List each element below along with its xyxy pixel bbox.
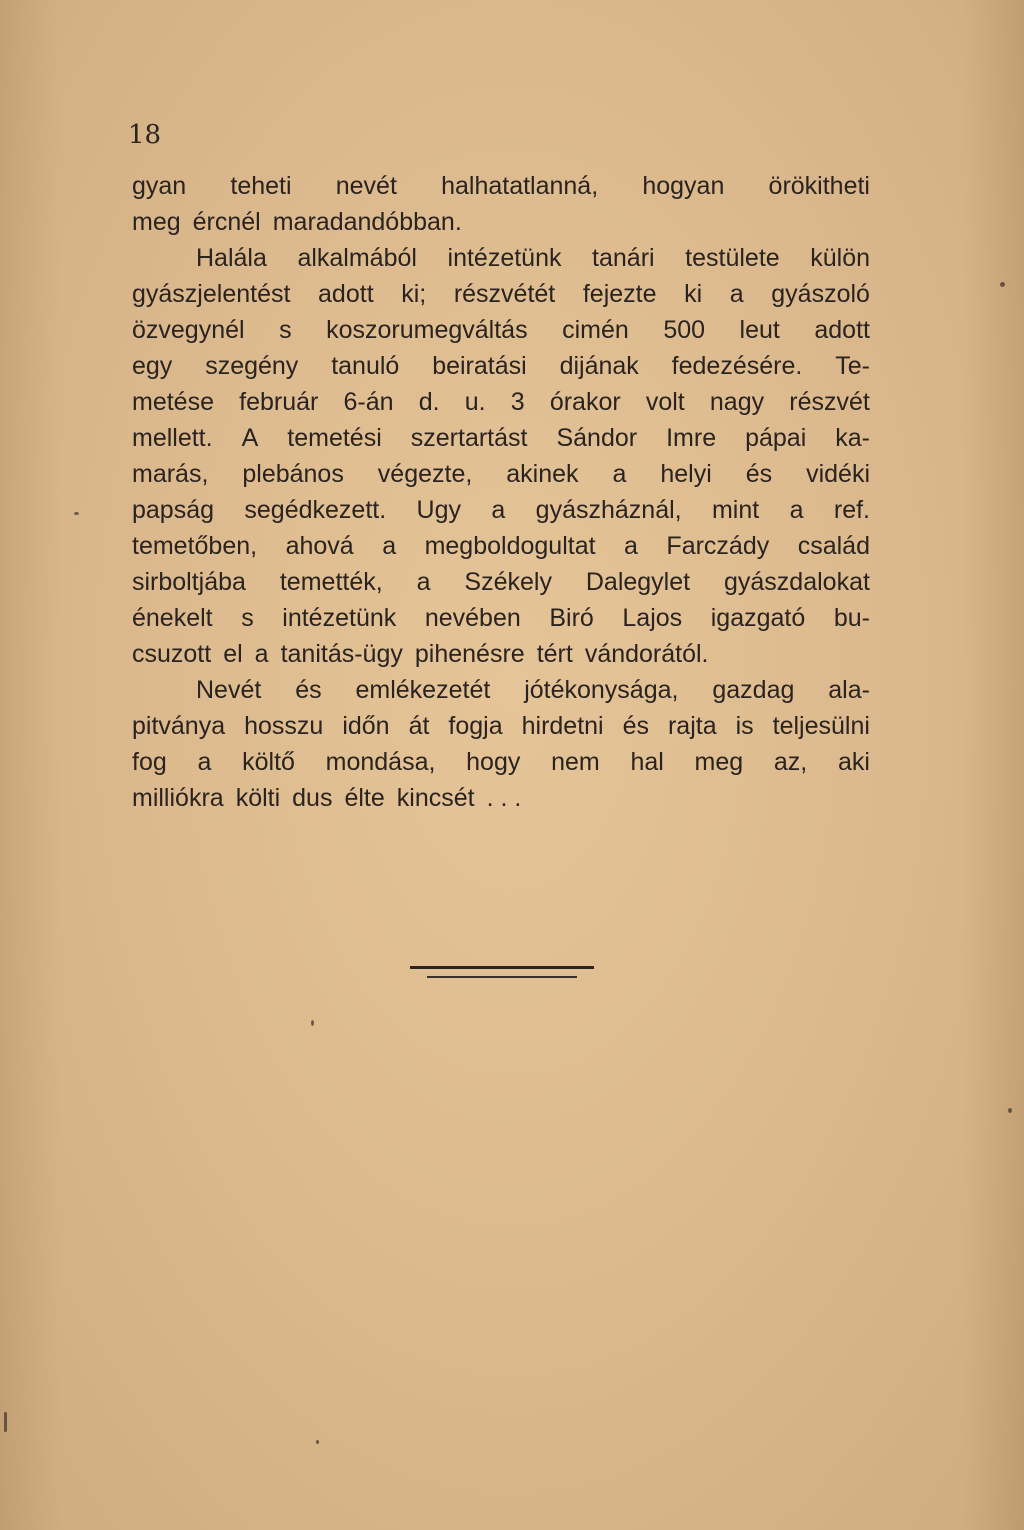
word: jótékonysága, [524,676,679,704]
paper-speck [4,1412,7,1432]
word: a [789,496,804,524]
word: teheti [230,172,292,200]
text-line [132,384,870,420]
word: tért [536,640,573,668]
word: tanuló [331,352,400,380]
word: temették, [279,568,383,596]
word: órakor [549,388,621,416]
word: beiratási [432,352,527,380]
word: tanári [592,244,655,272]
word: kincsét [396,784,475,812]
word: . . . [486,784,522,812]
word: s [279,316,292,344]
word: igazgató [710,604,806,632]
paper-speck [74,512,79,515]
word: 6-án [343,388,394,416]
word: csuzott [132,640,212,668]
word: d. [418,388,440,416]
word: Dalegylet [585,568,691,596]
word: adott [814,316,870,344]
word: akinek [506,460,579,488]
word: hirdetni [521,712,604,740]
word: gyászháznál, [535,496,682,524]
word: vidéki [806,460,870,488]
word: mondása, [325,748,436,776]
word: ércnél [192,208,261,236]
word: s [241,604,254,632]
paper-speck [316,1440,319,1444]
divider-rule-thin [427,976,577,978]
word: nevét [335,172,397,200]
word: a [254,640,269,668]
text-line [132,636,870,672]
word: ahová [285,532,354,560]
word: intézetünk [282,604,397,632]
word: hosszu [244,712,324,740]
word: testülete [685,244,780,272]
word: hogy [466,748,521,776]
word: milliókra [132,784,224,812]
word: a [612,460,627,488]
text-line [132,420,870,456]
word: énekelt [132,604,213,632]
word: ala- [828,676,870,704]
text-line [132,276,870,312]
word: Te- [835,352,870,380]
text-line [132,564,870,600]
word: fog [132,748,167,776]
page-number: 18 [128,120,162,150]
word: cimén [562,316,629,344]
text-line [132,168,870,204]
word: marás, [132,460,209,488]
word: sirboltjába [132,568,246,596]
word: pitványa [132,712,226,740]
word: végezte, [377,460,473,488]
word: örökitheti [768,172,870,200]
word: hogyan [642,172,725,200]
word: részvét [789,388,870,416]
word: halhatatlanná, [441,172,599,200]
text-line [132,780,870,816]
word: szertartást [410,424,528,452]
word: nevében [424,604,521,632]
divider-rule-thick [410,966,594,969]
word: 500 [663,316,706,344]
word: dus [292,784,333,812]
word: a [416,568,431,596]
word: gazdag [712,676,795,704]
word: gyászoló [771,280,870,308]
word: költő [242,748,295,776]
word: mellett. [132,424,213,452]
text-line [132,492,870,528]
word: a [197,748,212,776]
word: is [735,712,754,740]
word: gyászdalokat [724,568,870,596]
word: gyan [132,172,187,200]
text-line [132,600,870,636]
word: Sándor [556,424,638,452]
word: Halála [196,244,267,272]
word: temetőben, [132,532,258,560]
word: hal [630,748,664,776]
word: dijának [559,352,639,380]
paper-speck [311,1020,314,1026]
word: 3 [510,388,525,416]
word: Imre [666,424,717,452]
word: részvétét [453,280,556,308]
word: vándorától. [584,640,709,668]
word: temetési [287,424,382,452]
word: intézetünk [447,244,562,272]
word: rajta [667,712,717,740]
word: maradandóbban. [272,208,462,236]
word: Lajos [622,604,683,632]
word: és [295,676,322,704]
text-line [132,672,870,708]
word: segédkezett. [244,496,387,524]
word: és [622,712,649,740]
word: gyászjelentést [132,280,291,308]
word: ki [684,280,703,308]
word: nagy [709,388,765,416]
word: élte [344,784,385,812]
word: aki [837,748,870,776]
word: Ugy [416,496,462,524]
text-line [132,312,870,348]
word: nem [551,748,600,776]
text-line [132,204,870,240]
text-line [132,744,870,780]
word: volt [645,388,685,416]
word: pápai [745,424,807,452]
word: ka- [835,424,870,452]
word: a [491,496,506,524]
text-line [132,528,870,564]
word: A [241,424,259,452]
word: emlékezetét [355,676,491,704]
word: pihenésre [414,640,525,668]
body-text [132,168,870,816]
word: alkalmából [297,244,417,272]
paper-speck [1000,282,1005,287]
word: Farczády [666,532,770,560]
word: a [729,280,744,308]
word: özvegynél [132,316,245,344]
word: költi [235,784,281,812]
word: február [239,388,319,416]
word: papság [132,496,215,524]
word: az, [773,748,808,776]
text-line [132,708,870,744]
word: meg [132,208,181,236]
word: metése [132,388,214,416]
word: leut [739,316,780,344]
word: megboldogultat [424,532,596,560]
word: Biró [549,604,594,632]
text-line [132,348,870,384]
word: meg [694,748,744,776]
word: időn [342,712,390,740]
word: plebános [242,460,344,488]
word: koszorumegváltás [326,316,528,344]
word: a [382,532,397,560]
word: fogja [448,712,503,740]
word: fedezésére. [671,352,803,380]
section-divider [410,966,594,978]
word: Nevét [196,676,262,704]
word: tanitás-ügy [280,640,403,668]
word: adott [318,280,374,308]
word: ref. [833,496,870,524]
paper-speck [1008,1108,1012,1113]
word: el [223,640,243,668]
text-line [132,456,870,492]
text-line [132,240,870,276]
word: fejezte [582,280,657,308]
word: teljesülni [772,712,870,740]
word: u. [464,388,486,416]
word: át [408,712,430,740]
word: mint [711,496,760,524]
word: ki; [401,280,427,308]
word: külön [810,244,870,272]
word: család [797,532,870,560]
word: helyi [660,460,712,488]
word: Székely [464,568,552,596]
word: szegény [205,352,299,380]
word: egy [132,352,173,380]
word: a [624,532,638,560]
word: és [745,460,773,488]
word: bu- [833,604,870,632]
